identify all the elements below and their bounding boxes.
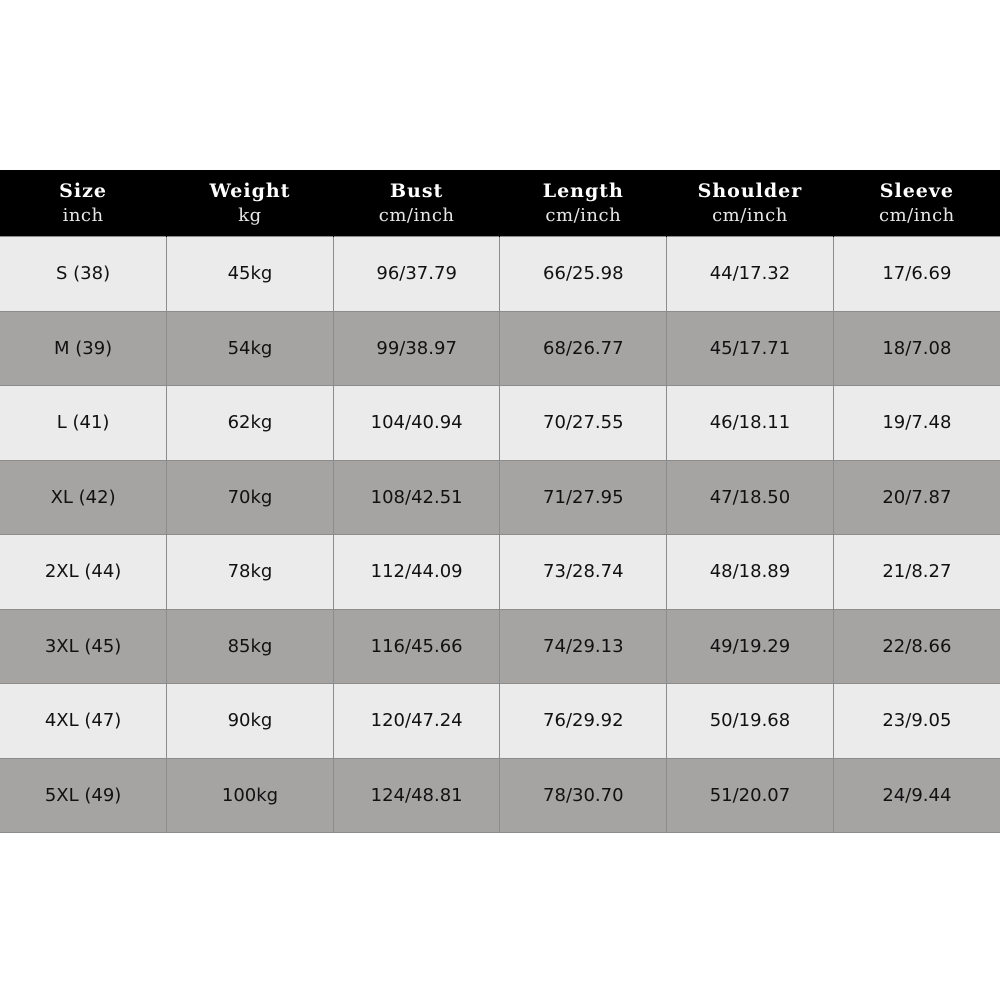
cell-length: 74/29.13 <box>500 609 667 684</box>
header-sleeve <box>833 170 1000 237</box>
cell-shoulder: 50/19.68 <box>667 684 834 759</box>
cell-shoulder: 48/18.89 <box>667 535 834 610</box>
cell-size: M (39) <box>0 311 167 386</box>
header-title: Size <box>59 180 107 202</box>
cell-size: 4XL (47) <box>0 684 167 759</box>
header-title: Weight <box>209 180 291 202</box>
cell-size: 5XL (49) <box>0 758 167 833</box>
cell-bust: 108/42.51 <box>333 460 500 535</box>
cell-sleeve: 21/8.27 <box>833 535 1000 610</box>
cell-sleeve: 17/6.69 <box>833 237 1000 312</box>
cell-length: 73/28.74 <box>500 535 667 610</box>
header-title: Bust <box>389 180 444 202</box>
header-bust <box>333 170 500 237</box>
cell-weight: 62kg <box>167 386 334 461</box>
cell-weight: 70kg <box>167 460 334 535</box>
cell-sleeve: 19/7.48 <box>833 386 1000 461</box>
cell-size: XL (42) <box>0 460 167 535</box>
table-row <box>0 535 1000 610</box>
cell-bust: 112/44.09 <box>333 535 500 610</box>
cell-shoulder: 44/17.32 <box>667 237 834 312</box>
header-title: Length <box>542 180 624 202</box>
cell-bust: 104/40.94 <box>333 386 500 461</box>
cell-size: L (41) <box>0 386 167 461</box>
header-unit: cm/inch <box>712 205 788 226</box>
cell-length: 71/27.95 <box>500 460 667 535</box>
cell-weight: 85kg <box>167 609 334 684</box>
header-row <box>0 170 1000 237</box>
cell-bust: 96/37.79 <box>333 237 500 312</box>
header-unit: cm/inch <box>378 205 455 226</box>
table-row <box>0 386 1000 461</box>
header-title: Sleeve <box>879 180 955 202</box>
cell-length: 66/25.98 <box>500 237 667 312</box>
cell-sleeve: 20/7.87 <box>833 460 1000 535</box>
header-unit: kg <box>238 205 262 226</box>
table-row <box>0 684 1000 759</box>
cell-bust: 116/45.66 <box>333 609 500 684</box>
cell-length: 68/26.77 <box>500 311 667 386</box>
cell-shoulder: 46/18.11 <box>667 386 834 461</box>
cell-weight: 100kg <box>167 758 334 833</box>
cell-sleeve: 23/9.05 <box>833 684 1000 759</box>
header-title: Shoulder <box>697 180 803 202</box>
header-size <box>0 170 167 237</box>
header-weight <box>167 170 334 237</box>
header-unit: cm/inch <box>879 205 955 226</box>
cell-shoulder: 45/17.71 <box>667 311 834 386</box>
cell-shoulder: 51/20.07 <box>667 758 834 833</box>
table-row <box>0 237 1000 312</box>
cell-size: 2XL (44) <box>0 535 167 610</box>
cell-length: 78/30.70 <box>500 758 667 833</box>
cell-size: 3XL (45) <box>0 609 167 684</box>
cell-sleeve: 22/8.66 <box>833 609 1000 684</box>
table-row <box>0 758 1000 833</box>
cell-shoulder: 47/18.50 <box>667 460 834 535</box>
cell-weight: 90kg <box>167 684 334 759</box>
header-length <box>500 170 667 237</box>
cell-length: 76/29.92 <box>500 684 667 759</box>
table-row <box>0 460 1000 535</box>
cell-weight: 45kg <box>167 237 334 312</box>
header-unit: cm/inch <box>545 205 622 226</box>
cell-shoulder: 49/19.29 <box>667 609 834 684</box>
cell-length: 70/27.55 <box>500 386 667 461</box>
header-unit: inch <box>62 205 104 226</box>
cell-weight: 54kg <box>167 311 334 386</box>
size-chart-table <box>0 170 1000 833</box>
cell-size: S (38) <box>0 237 167 312</box>
header-shoulder <box>667 170 834 237</box>
cell-sleeve: 18/7.08 <box>833 311 1000 386</box>
cell-sleeve: 24/9.44 <box>833 758 1000 833</box>
table-row <box>0 609 1000 684</box>
cell-bust: 120/47.24 <box>333 684 500 759</box>
cell-weight: 78kg <box>167 535 334 610</box>
cell-bust: 99/38.97 <box>333 311 500 386</box>
table-row <box>0 311 1000 386</box>
cell-bust: 124/48.81 <box>333 758 500 833</box>
